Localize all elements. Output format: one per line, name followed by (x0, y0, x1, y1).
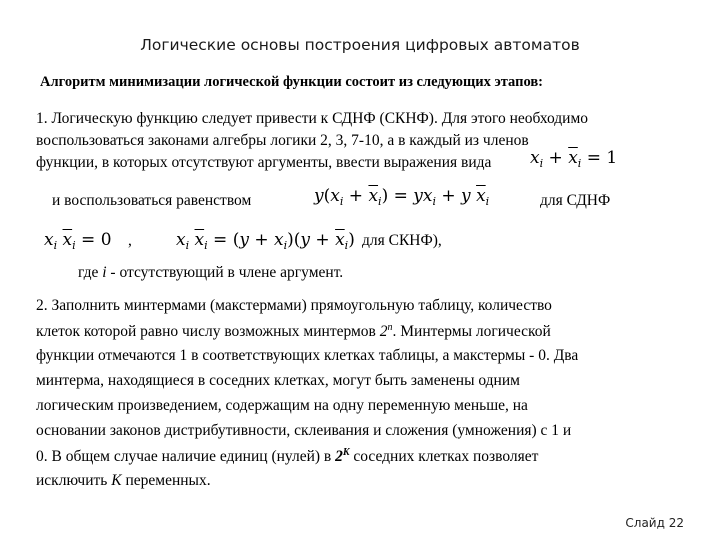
step2-line-3: функции отмечаются 1 в соответствующих клетках таблицы, а макстермы - 0. Два (36, 347, 579, 364)
where-variable: i (102, 264, 107, 281)
step2-line-8-start: исключить (36, 472, 112, 489)
step2-line-2-end: . Минтермы логической (392, 323, 551, 341)
where-prefix: где (78, 264, 103, 281)
slide-title: Логические основы построения цифровых автоматов (140, 36, 580, 54)
formula-sknf-equality: $x_i$ $\overline{x}_i = (y + x_i)(y + \overline{x}_i)$ (176, 230, 355, 252)
minterm-count-exponent: n (387, 322, 393, 333)
step2-line-8 (36, 472, 211, 490)
for-sknf-text: для СКНФ), (362, 232, 442, 249)
comma-separator: , (128, 232, 132, 249)
formula-complement-product: $x_i$ $\overline{x}_i = 0$ (44, 230, 112, 252)
adjacent-cells-exponent: K (342, 447, 350, 458)
step2-line-4: минтерма, находящиеся в соседних клетках, могут быть заменены одним (36, 372, 520, 389)
where-note (78, 264, 343, 282)
step2-line-5: логическим произведением, содержащим на одну переменную меньше, на (36, 397, 528, 414)
excluded-variables-count: K (111, 472, 122, 489)
formula-sdnf-equality: $y(x_i + \overline{x}_i) = yx_i + y$ $\overline{x}_i$ (314, 186, 490, 208)
adjacent-cells-base: 2 (335, 448, 343, 466)
formula-complement-sum: $x_i + \overline{x}_i = 1$ (530, 148, 618, 170)
step2-line-7-start: 0. В общем случае наличие единиц (нулей) в (36, 448, 336, 466)
step1-line-3: функции, в которых отсутствуют аргументы, ввести выражения вида (36, 154, 492, 171)
step2-line-7-end: соседних клетках позволяет (349, 448, 539, 466)
step2-line-7 (36, 447, 538, 466)
step2-line-1: 2. Заполнить минтермами (макстермами) прямоугольную таблицу, количество (36, 297, 552, 314)
slide-number: Слайд 22 (625, 516, 684, 530)
step2-line-2 (36, 322, 551, 341)
section-heading: Алгоритм минимизации логической функции состоит из следующих этапов: (40, 74, 544, 90)
use-equality-text: и воспользоваться равенством (52, 192, 252, 209)
step2-line-2-start: клеток которой равно числу возможных минтермов (36, 323, 380, 341)
step1-line-2: воспользоваться законами алгебры логики 2, 3, 7-10, а в каждый из членов (36, 132, 529, 149)
for-sdnf-text: для СДНФ (540, 192, 611, 209)
step1-line-1: 1. Логическую функцию следует привести к СДНФ (СКНФ). Для этого необходимо (36, 110, 589, 127)
step2-line-8-end: переменных. (121, 472, 211, 489)
step2-line-6: основании законов дистрибутивности, склеивания и сложения (умножения) с 1 и (36, 422, 572, 439)
where-suffix: - отсутствующий в члене аргумент. (106, 264, 344, 281)
minterm-count-base: 2 (379, 323, 388, 341)
